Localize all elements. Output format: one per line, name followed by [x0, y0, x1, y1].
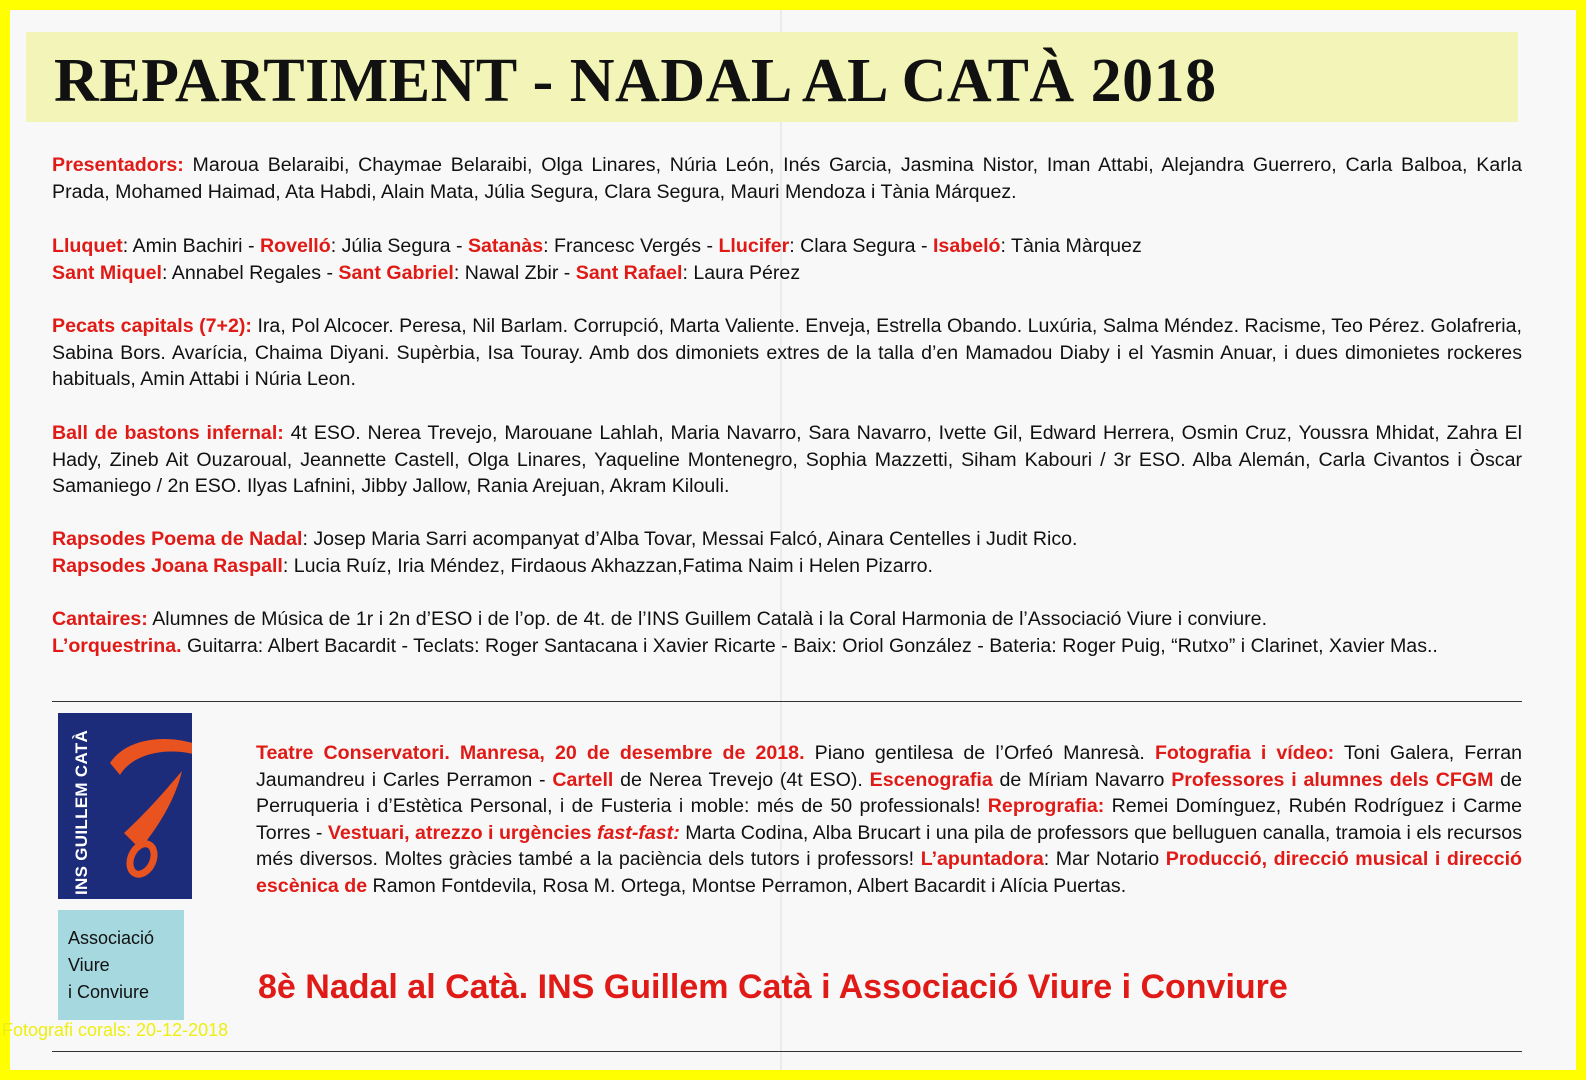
- rapsodes-nadal-label: Rapsodes Poema de Nadal: [52, 528, 303, 550]
- rapsodes-nadal-text: : Josep Maria Sarri acompanyat d’Alba Tovar, Messai Falcó, Ainara Centelles i Judit Rico.: [302, 528, 1078, 550]
- pecats-text: Ira, Pol Alcocer. Peresa, Nil Barlam. Corrupció, Marta Valiente. Enveja, Estrella Obando. Luxúria, Salma Méndez. Racisme, Teo Pérez. Golafreria, Sabina Bors. Avarícia, Chaima Diyani. Supèrbia, Isa Touray. Amb dos dimoniets extres de la talla d’en Mamadou Diaby i el Yasmin Anuar, i dues dimonietes rockeres habituals, Amin Attabi i Núria Leon.: [52, 315, 1522, 391]
- ins-logo: [58, 713, 192, 899]
- rovello-actor: : Júlia Segura -: [330, 235, 468, 257]
- assoc-line-2: Viure: [68, 955, 110, 975]
- satanas-actor: : Francesc Vergés -: [543, 235, 719, 257]
- cantaires-label: Cantaires:: [52, 608, 148, 630]
- repro-label: Reprografia:: [987, 795, 1105, 818]
- orquestrina-text: Guitarra: Albert Bacardit - Teclats: Roger Santacana i Xavier Ricarte - Baix: Oriol González - Bateria: Roger Puig, “Rutxo” i Clarinet, Xavier Mas..: [181, 634, 1438, 657]
- presentadors-paragraph: [52, 152, 1522, 205]
- ball-label: Ball de bastons infernal:: [52, 422, 284, 444]
- divider-bottom: [52, 1051, 1522, 1052]
- rapsodes-raspall-label: Rapsodes Joana Raspall: [52, 554, 283, 577]
- footer-title: 8è Nadal al Catà. INS Guillem Catà i Associació Viure i Conviure: [258, 968, 1288, 1006]
- assoc-line-3: i Conviure: [68, 982, 150, 1002]
- page-title: REPARTIMENT - NADAL AL CATÀ 2018: [54, 47, 1217, 115]
- gabriel-label: Sant Gabriel: [338, 261, 454, 284]
- ball-paragraph: [52, 420, 1522, 500]
- venue-text: Teatre Conservatori. Manresa, 20 de desembre de 2018.: [256, 742, 805, 764]
- isabelo-actor: : Tània Màrquez: [1000, 235, 1142, 257]
- vest-text: Marta Codina, Alba Brucart i una pila de professors que belluguen canalla, tramoia i els recursos més diversos. Moltes gràcies també a la paciència dels tutors i professors!: [256, 821, 1522, 871]
- logo-swoosh-icon: [58, 713, 192, 899]
- isabelo-label: Isabeló: [932, 235, 1001, 257]
- cartell-text: de Nerea Trevejo (4t ESO).: [613, 768, 870, 791]
- pecats-label: Pecats capitals (7+2):: [52, 315, 252, 337]
- photo-credit: Fotografi corals: 20-12-2018: [2, 1020, 229, 1040]
- rafael-label: Sant Rafael: [575, 261, 683, 284]
- llucifer-actor: : Clara Segura -: [789, 235, 933, 257]
- divider-top: [52, 701, 1522, 702]
- rafael-actor: : Laura Pérez: [682, 261, 801, 284]
- rapsodes-paragraph: [52, 526, 1522, 579]
- prod-label: Producció, direcció musical i direcció escènica de: [256, 848, 1522, 897]
- association-logo: [58, 910, 184, 1020]
- program-sheet: [10, 10, 1576, 1070]
- repro-text: Remei Domínguez, Rubén Rodríguez i Carme Torres -: [256, 795, 1522, 844]
- characters-paragraph: [52, 233, 1522, 286]
- lluquet-actor: : Amin Bachiri -: [122, 235, 260, 257]
- ball-text: 4t ESO. Nerea Trevejo, Marouane Lahlah, Maria Navarro, Sara Navarro, Ivette Gil, Edward Herrera, Osmin Cruz, Youssra Mhidat, Zahra El Hady, Zineb Ait Ouzaroual, Jeannette Castell, Olga Linares, Yaqueline Montenegro, Sophia Mazzetti, Siham Kabouri / 3r ESO. Alba Alemán, Carla Civantos i Òscar Samaniego / 2n ESO. Ilyas Lafnini, Jibby Jallow, Rania Arejuan, Akram Kilouli.: [52, 422, 1522, 498]
- rapsodes-raspall-text: : Lucia Ruíz, Iria Méndez, Firdaous Akhazzan,Fatima Naim i Helen Pizarro.: [282, 554, 933, 577]
- rovello-label: Rovelló: [259, 235, 331, 257]
- foto-label: Fotografia i vídeo:: [1154, 742, 1335, 764]
- logo-text: INS GUILLEM CATÀ: [72, 729, 91, 895]
- assoc-line-1: Associació: [68, 928, 155, 948]
- foto-text: Toni Galera, Ferran Jaumandreu i Carles Perramon -: [256, 742, 1522, 791]
- credits-paragraph: [256, 740, 1522, 900]
- miquel-actor: : Annabel Regales -: [161, 261, 339, 284]
- cantaires-text: Alumnes de Música de 1r i 2n d’ESO i de l’op. de 4t. de l’INS Guillem Català i la Coral Harmonia de l’Associació Viure i conviure.: [147, 608, 1268, 630]
- cantaires-paragraph: [52, 606, 1522, 659]
- prof-text: de Perruqueria i d’Estètica Personal, i de Fusteria i moble: més de 50 professionals!: [256, 768, 1522, 818]
- pecats-paragraph: [52, 313, 1522, 393]
- apunt-text: : Mar Notario: [1043, 848, 1166, 871]
- gabriel-actor: : Nawal Zbir -: [453, 261, 576, 284]
- prof-label: Professores i alumnes dels CFGM: [1171, 768, 1494, 791]
- orquestrina-label: L’orquestrina.: [52, 634, 182, 657]
- presentadors-names: Maroua Belaraibi, Chaymae Belaraibi, Olga Linares, Núria León, Inés Garcia, Jasmina Nistor, Iman Attabi, Alejandra Guerrero, Carla Balboa, Karla Prada, Mohamed Haimad, Ata Habdi, Alain Mata, Júlia Segura, Clara Segura, Mauri Mendoza i Tània Márquez.: [52, 154, 1522, 203]
- apunt-label: L’apuntadora: [920, 848, 1044, 871]
- piano-text: Piano gentilesa de l’Orfeó Manresà.: [804, 742, 1155, 764]
- presentadors-label: Presentadors:: [52, 154, 184, 176]
- satanas-label: Satanàs: [467, 235, 544, 257]
- lluquet-label: Lluquet: [52, 235, 123, 257]
- esceno-label: Escenografia: [869, 768, 993, 791]
- esceno-text: de Míriam Navarro: [992, 768, 1172, 791]
- prod-text: Ramon Fontdevila, Rosa M. Ortega, Montse Perramon, Albert Bacardit i Alícia Puertas.: [367, 874, 1127, 897]
- cartell-label: Cartell: [552, 768, 614, 791]
- vest-italic: fast-fast:: [596, 821, 680, 844]
- llucifer-label: Llucifer: [718, 235, 790, 257]
- miquel-label: Sant Miquel: [52, 261, 162, 284]
- vest-label: Vestuari, atrezzo i urgències: [327, 821, 597, 844]
